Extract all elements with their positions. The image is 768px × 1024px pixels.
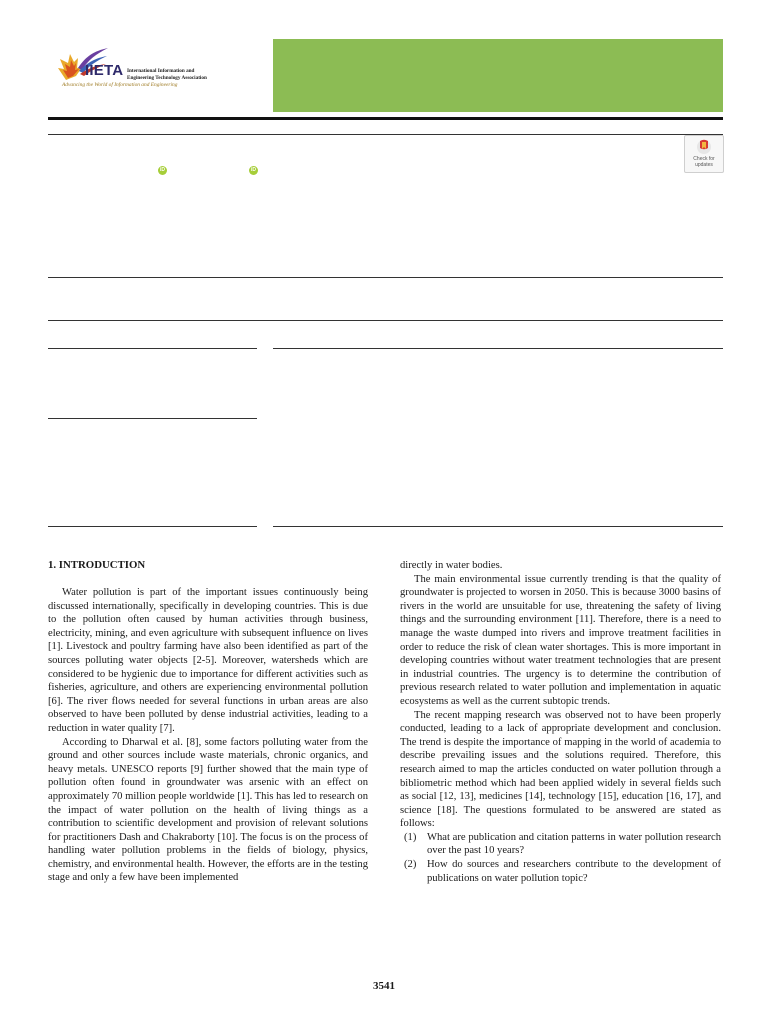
rule [273, 348, 723, 349]
list-item [400, 858, 721, 885]
right-column [400, 559, 721, 885]
journal-banner [273, 39, 723, 112]
research-questions [400, 831, 721, 885]
org-tagline: Advancing the World of Information and Engineering [62, 82, 178, 88]
rule [48, 526, 257, 527]
check-for-updates-label: Check for updates [693, 156, 715, 168]
list-text: What are publication and citation patterns in water pollution research over the past 10 years? [427, 831, 721, 857]
list-number: (1) [404, 831, 417, 843]
paragraph-continuation: directly in water bodies. [400, 560, 503, 571]
publisher-logo [48, 40, 271, 112]
page-number: 3541 [373, 980, 395, 992]
rule [273, 526, 723, 527]
org-name-line1: International Information and [127, 68, 195, 74]
title-rule-top [48, 134, 723, 135]
header-rule [48, 117, 723, 120]
org-name-line2: Engineering Technology Association [127, 75, 207, 81]
paragraph: The recent mapping research was observed not to have been properly conducted, leading to a lack of appropriate development and conclusion. The trend is despite the importance of mapping in the world of academia to describe prevailing issues and the solutions required. Therefore, this research aimed to map the articles conducted on water pollution through a bibliometric method which had been applied widely in several fields such as social [12, 13], medicines [14], technology [15], education [16, 17], and science [18]. The questions formulated to be answered are stated as follows: [400, 709, 721, 830]
rule [48, 320, 723, 321]
list-text: How do sources and researchers contribute to the development of publications on water pollution topic? [427, 859, 721, 884]
check-for-updates-badge[interactable] [684, 135, 724, 173]
rule [48, 348, 257, 349]
list-number: (2) [404, 859, 417, 871]
rule [48, 277, 723, 278]
left-column [48, 559, 368, 885]
bookmark-icon [696, 139, 712, 156]
paragraph: The main environmental issue currently trending is that the quality of groundwater is projected to worsen in 2050. This is because 3000 basins of rivers in the world are unsuitable for use, threatening the safety of living things and the surrounding environment [11]. Therefore, there is a need to manage the waste dumped into rivers and improve treatment facilities in order to reduce the risk of clean water shortages. This is more important in developing countries without water treatment technologies that are present in industrial countries. The urgency is to determine the contribution of previous research related to water pollution and implementation in aquatic ecosystems as well as the current subtopic trends. [400, 573, 721, 707]
orcid-icon[interactable]: iD [160, 167, 165, 173]
orcid-icon[interactable]: iD [251, 167, 256, 173]
section-heading: 1. INTRODUCTION [48, 559, 146, 571]
rule [48, 418, 257, 419]
paragraph: According to Dharwal et al. [8], some factors polluting water from the ground and other sources include waste materials, chronic organics, and heavy metals. UNESCO reports [9] further showed that the main type of pollution often found in groundwater was arsenic with an effect on approximately 70 million people worldwide [1]. This has led to research on the impact of water pollution on the health of living things as a contribution to scientific development and provision of relevant solutions for practitioners Dash and Chakraborty [10]. The focus is on the process of handling water pollution problems in the fields of biology, physics, chemistry, and environmental health. However, the efforts are in the testing stage and only a few have been implemented [48, 736, 368, 884]
paragraph: Water pollution is part of the important issues continuously being discussed internationally, specifically in developing countries. This is due to the pollution often caused by human activities through business, electricity, mining, and even agriculture with subsequent influence on lives [1]. Livestock and poultry farming have also been identified as part of the sources polluting water objects [2-5]. Moreover, watersheds which are considered to be hygienic due to importance for different activities such as fisheries, agriculture, and others are experiencing environmental pollution [6]. The river flows needed for several functions in urban areas are also observed to have been polluted by dense industrial activities, leading to a reduction in water quality [7]. [48, 587, 368, 734]
list-item [400, 831, 721, 858]
org-acronym: IIETA [85, 62, 124, 79]
